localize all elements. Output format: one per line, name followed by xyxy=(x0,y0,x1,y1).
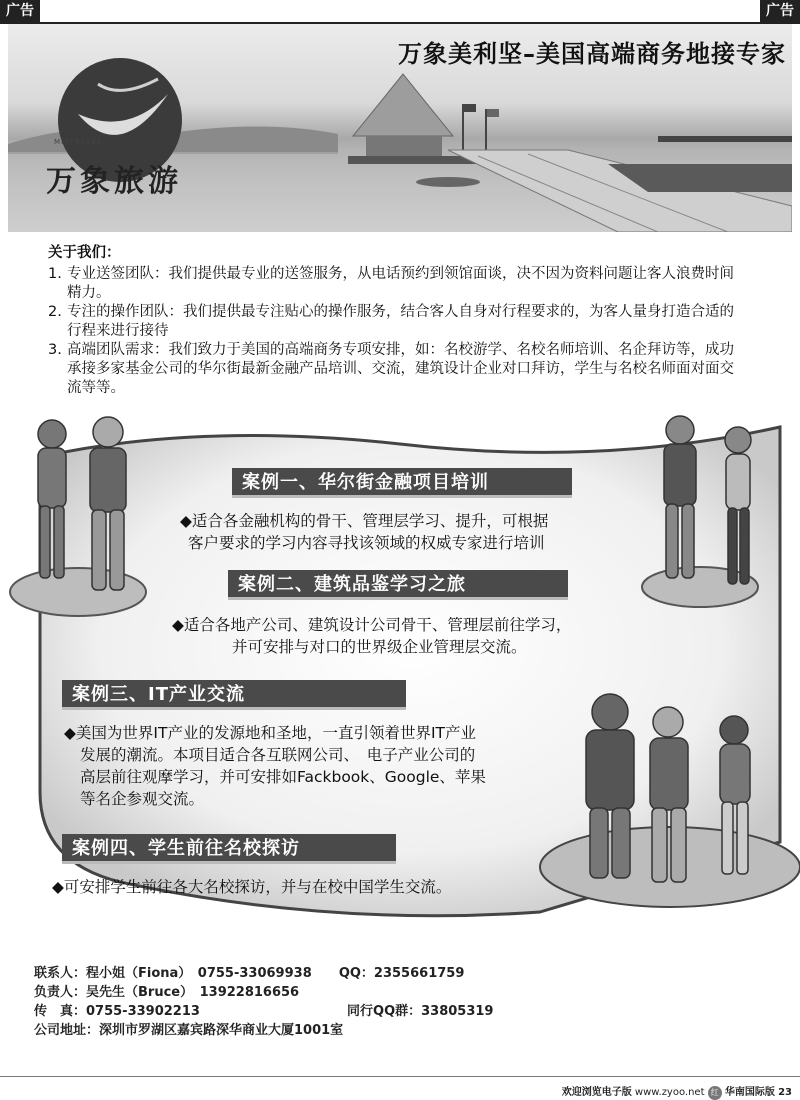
about-item-text: 专业送签团队：我们提供最专业的送签服务，从电话预约到领馆面谈，决不因为资料问题让客人浪费时间精力。 xyxy=(67,266,734,301)
footer-browse: 欢迎浏览电子版 xyxy=(561,1087,632,1098)
case-line: 高层前往观摩学习，并可安排如Fackbook、Google、苹果 xyxy=(80,768,486,786)
contact-person: 联系人：程小姐（Fiona） 0755-33069938 xyxy=(34,966,312,981)
case-3-body xyxy=(64,722,486,810)
ad-label-right: 广告 xyxy=(760,0,800,22)
footer-rule xyxy=(0,1076,800,1077)
case-line: 等名企参观交流。 xyxy=(80,790,205,808)
contact-row xyxy=(34,1002,493,1021)
qq-group: 同行QQ群：33805319 xyxy=(347,1004,494,1019)
platform-disc xyxy=(540,827,800,907)
footer-site[interactable]: www.zyoo.net xyxy=(634,1087,705,1098)
case-1-body xyxy=(180,510,548,554)
logo-text: 万象旅游 xyxy=(46,164,182,199)
case-4-title: 案例四、学生前往名校探访 xyxy=(62,834,396,864)
case-line: 发展的潮流。本项目适合各互联网公司、 电子产业公司的 xyxy=(80,746,476,764)
contact-row xyxy=(34,964,493,983)
cases-area xyxy=(0,412,800,942)
small-boat xyxy=(416,177,480,187)
case-line: 并可安排与对口的世界级企业管理层交流。 xyxy=(232,638,527,656)
hut-roof xyxy=(353,74,453,136)
platform-disc xyxy=(10,568,146,616)
about-title: 关于我们： xyxy=(48,245,121,261)
page-number: 23 xyxy=(778,1087,792,1098)
case-2-body xyxy=(172,614,571,658)
contact-qq: QQ：2355661759 xyxy=(338,966,465,981)
about-item xyxy=(48,341,748,398)
case-1-title: 案例一、华尔街金融项目培训 xyxy=(232,468,572,498)
case-line: ◆美国为世界IT产业的发源地和圣地，一直引领着世界IT产业 xyxy=(64,724,477,742)
case-3-title: 案例三、IT产业交流 xyxy=(62,680,406,710)
case-line: 客户要求的学习内容寻找该领域的权威专家进行培训 xyxy=(188,534,545,552)
footer-edition: 华南国际版 xyxy=(724,1087,775,1098)
hut-base xyxy=(366,136,442,158)
logo-subtitle: MIXTRAVEL xyxy=(54,138,103,146)
ad-label-left: 广告 xyxy=(0,0,40,22)
about-item-number: 3. xyxy=(48,342,62,358)
flag xyxy=(464,104,476,112)
case-line: ◆适合各金融机构的骨干、管理层学习、提升，可根据 xyxy=(180,512,549,530)
about-item-text: 高端团队需求：我们致力于美国的高端商务专项安排，如：名校游学、名校名师培训、名企拜访等，成功承接多家基金公司的华尔街最新金融产品培训、交流，建筑设计企业对口拜访，学生与名校名师面对面交流等等。 xyxy=(67,342,734,396)
footer xyxy=(562,1083,792,1100)
about-item xyxy=(48,303,748,341)
footer-badge: 红 xyxy=(708,1086,722,1100)
about-item-number: 1. xyxy=(48,266,62,282)
contact-row xyxy=(34,983,493,1002)
about-item-text: 专注的操作团队：我们提供最专注贴心的操作服务，结合客人自身对行程要求的，为客人量身打造合适的行程来进行接待 xyxy=(67,304,734,339)
case-line: ◆可安排学生前往各大名校探访，并与在校中国学生交流。 xyxy=(52,878,452,896)
about-item xyxy=(48,265,748,303)
case-line: ◆适合各地产公司、建筑设计公司骨干、管理层前往学习， xyxy=(172,616,572,634)
banner xyxy=(8,24,792,232)
manager: 负责人：吴先生（Bruce） 13922816656 xyxy=(34,985,300,1000)
about-item-number: 2. xyxy=(48,304,62,320)
fax: 传 真：0755-33902213 xyxy=(34,1004,200,1019)
case-2-title: 案例二、建筑品鉴学习之旅 xyxy=(228,570,568,600)
address: 公司地址：深圳市罗湖区嘉宾路深华商业大厦1001室 xyxy=(34,1023,344,1038)
about-section xyxy=(48,244,748,398)
flag xyxy=(487,109,499,117)
contact-section xyxy=(34,964,493,1040)
banner-title: 万象美利坚–美国高端商务地接专家 xyxy=(398,40,786,68)
case-4-body xyxy=(52,876,451,898)
contact-row xyxy=(34,1021,493,1040)
